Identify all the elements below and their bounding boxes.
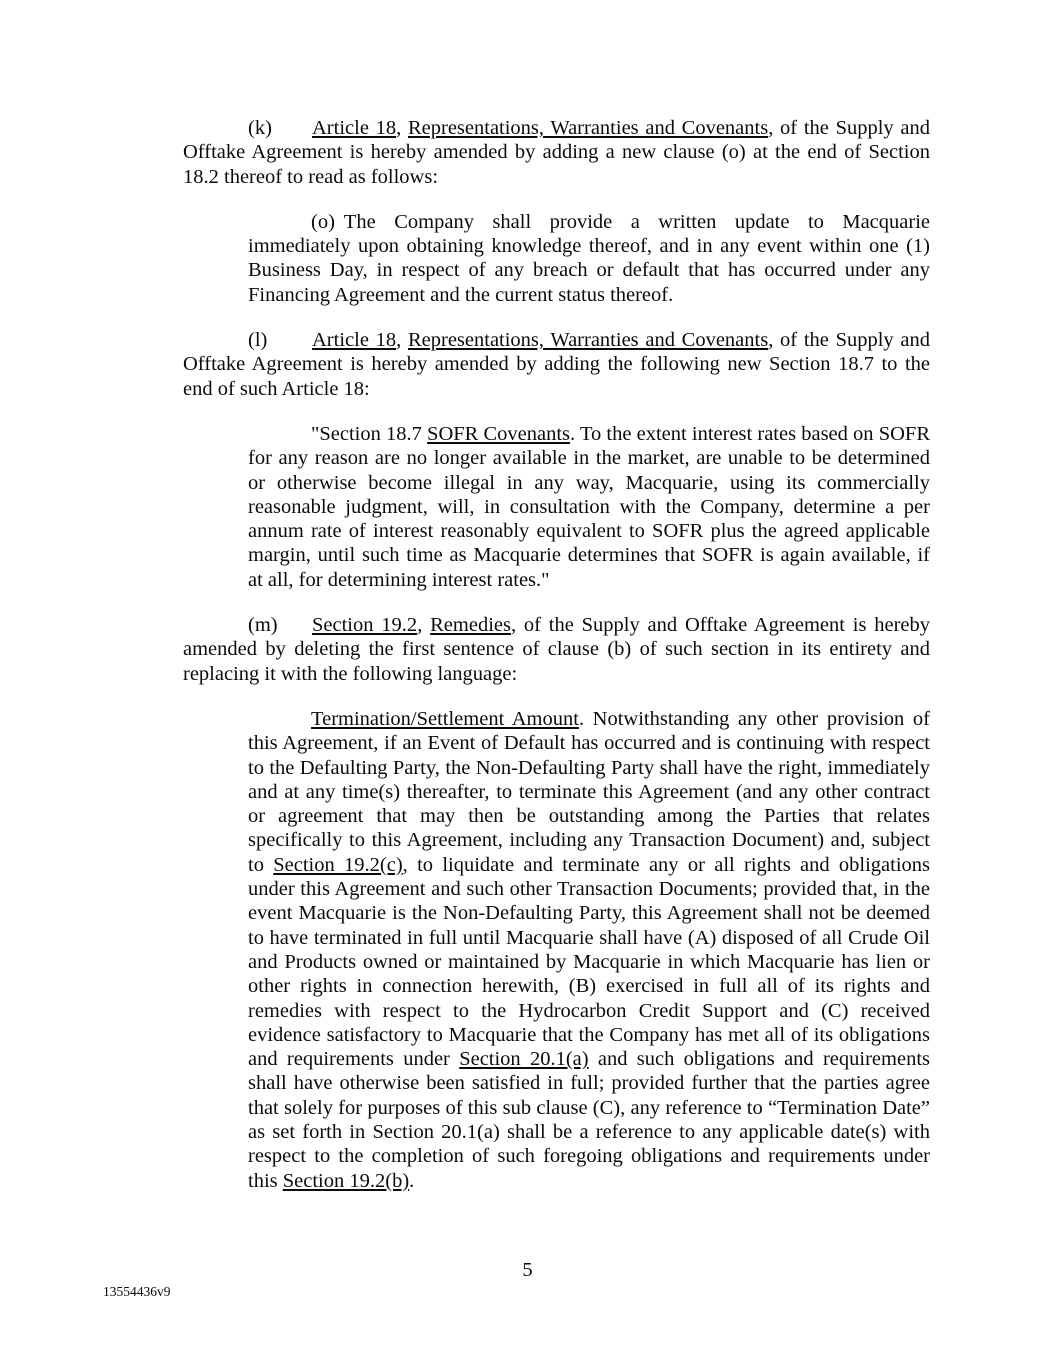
page-number: 5 [522, 1259, 533, 1281]
heading-sofr-covenants: SOFR Covenants [427, 422, 571, 445]
heading-termination-settlement-amount: Termination/Settlement Amount [311, 707, 579, 730]
clause-label-o: (o) [311, 210, 335, 233]
blockquote-sofr-text: . To the extent interest rates based on SOFR for any reason are no longer available in the market, are unable to be determined or otherwise become illegal in any way, Macquarie, using its commercially reasonable judgment, will, in consultation with the Company, determine a per annum rate of interest reasonably equivalent to SOFR plus the agreed applicable margin, until such time as Macquarie determines that SOFR is again available, if at all, for determining interest rates." [248, 422, 930, 591]
ref-remedies: Remedies [430, 614, 511, 637]
blockquote-termination-text-4: . [409, 1169, 415, 1192]
ref-section-20-1-a: Section 20.1(a) [459, 1048, 589, 1071]
blockquote-termination-text-3: and such obligations and requirements shall have otherwise been satisfied in full; provided further that the parties agree that solely for purposes of this sub clause (C), any reference to “Termination Date” as set forth in Section 20.1(a) shall be a reference to any applicable date(s) with respect to the completion of such foregoing obligations and requirements under this [248, 1048, 930, 1192]
paragraph-m-text: , of the Supply and Offtake Agreement is hereby amended by deleting the first sentence of clause (b) of such section in its entirety and replacing it with the following language: [183, 614, 931, 685]
blockquote-clause-o-text: The Company shall provide a written update to Macquarie immediately upon obtaining knowledge thereof, and in any event within one (1) Business Day, in respect of any breach or default that has occurred under any Financing Agreement and the current status thereof. [248, 210, 930, 306]
blockquote-termination-settlement [248, 707, 930, 1193]
clause-label-k: (k) [248, 117, 272, 139]
blockquote-termination-text-1: . Notwithstanding any other provision of this Agreement, if an Event of Default has occurred and is continuing with respect to the Defaulting Party, the Non-Defaulting Party shall have the right, immediately and at any time(s) thereafter, to terminate this Agreement (and any other contract or agreement that may then be outstanding among the Parties that relates specifically to this Agreement, including any Transaction Document) and, subject to [248, 707, 930, 876]
document-content [183, 116, 930, 1214]
blockquote-termination-text-2: , to liquidate and terminate any or all rights and obligations under this Agreement and such other Transaction Documents; provided that, in the event Macquarie is the Non-Defaulting Party, this Agreement shall not be deemed to have terminated in full until Macquarie shall have (A) disposed of all Crude Oil and Products owned or maintained by Macquarie in which Macquarie has lien or other rights in connection herewith, (B) exercised in full all of its rights and remedies with respect to the Hydrocarbon Credit Support and (C) received evidence satisfactory to Macquarie that the Company has met all of its obligations and requirements under [248, 853, 931, 1071]
paragraph-k [183, 116, 930, 189]
paragraph-l-separator: , [396, 329, 408, 352]
ref-representations-warranties-covenants: Representations, Warranties and Covenants [407, 117, 769, 139]
ref-article-18: Article 18 [312, 117, 397, 139]
clause-label-m: (m) [248, 614, 278, 637]
blockquote-clause-o [248, 210, 930, 307]
paragraph-k-text: , of the Supply and Offtake Agreement is hereby amended by adding a new clause (o) at the end of Section 18.2 thereof to read as follows: [183, 117, 930, 188]
ref-representations-warranties-covenants: Representations, Warranties and Covenants [407, 329, 769, 352]
ref-section-19-2-c: Section 19.2(c) [273, 853, 403, 876]
blockquote-section-18-7 [248, 422, 930, 592]
ref-article-18: Article 18 [312, 329, 397, 352]
ref-section-19-2-b: Section 19.2(b) [282, 1169, 410, 1192]
document-id-footer: 13554436v9 [103, 1284, 171, 1299]
paragraph-m [183, 613, 930, 686]
paragraph-m-separator: , [417, 614, 431, 637]
paragraph-l-text: , of the Supply and Offtake Agreement is hereby amended by adding the following new Section 18.7 to the end of such Article 18: [183, 329, 930, 400]
clause-label-l: (l) [248, 329, 268, 352]
paragraph-k-separator: , [396, 117, 408, 139]
blockquote-sofr-open: "Section 18.7 [311, 422, 428, 445]
paragraph-l [183, 328, 930, 401]
ref-section-19-2: Section 19.2 [312, 614, 418, 637]
